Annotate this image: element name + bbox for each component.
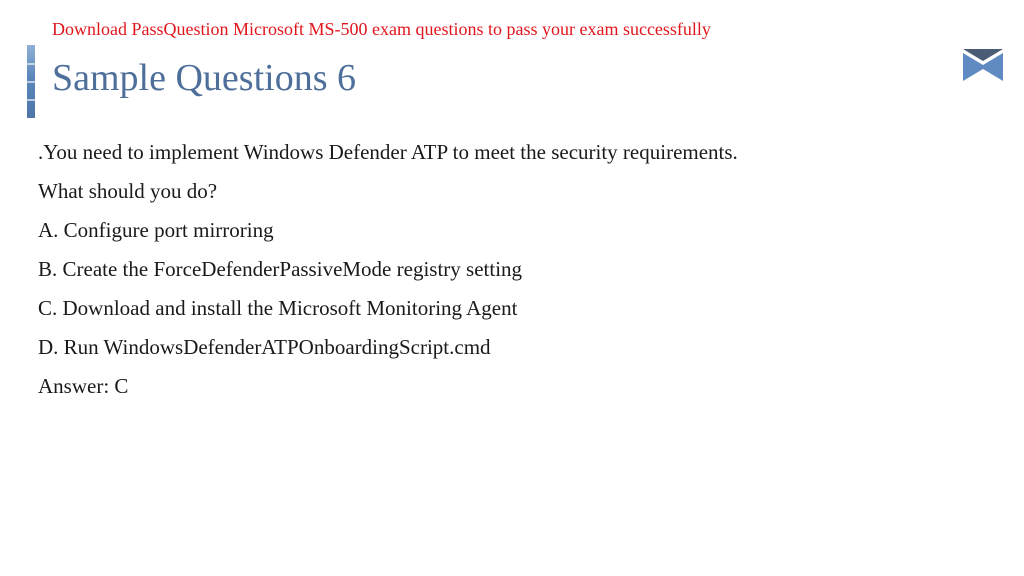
option-d: D. Run WindowsDefenderATPOnboardingScript.cmd: [38, 335, 491, 359]
option-b: B. Create the ForceDefenderPassiveMode registry setting: [38, 257, 523, 281]
question-content: [38, 133, 988, 406]
answer-text: Answer: C: [38, 374, 129, 398]
title-accent-bar: [27, 45, 35, 118]
option-a: A. Configure port mirroring: [38, 218, 274, 242]
page-title: Sample Questions 6: [52, 57, 356, 99]
promo-banner[interactable]: Download PassQuestion Microsoft MS-500 exam questions to pass your exam successfully: [52, 19, 711, 39]
question-stem: .You need to implement Windows Defender ATP to meet the security requirements.: [38, 140, 738, 164]
question-prompt: What should you do?: [38, 179, 218, 203]
chevron-logo-icon: [963, 47, 1003, 81]
option-c: C. Download and install the Microsoft Monitoring Agent: [38, 296, 518, 320]
